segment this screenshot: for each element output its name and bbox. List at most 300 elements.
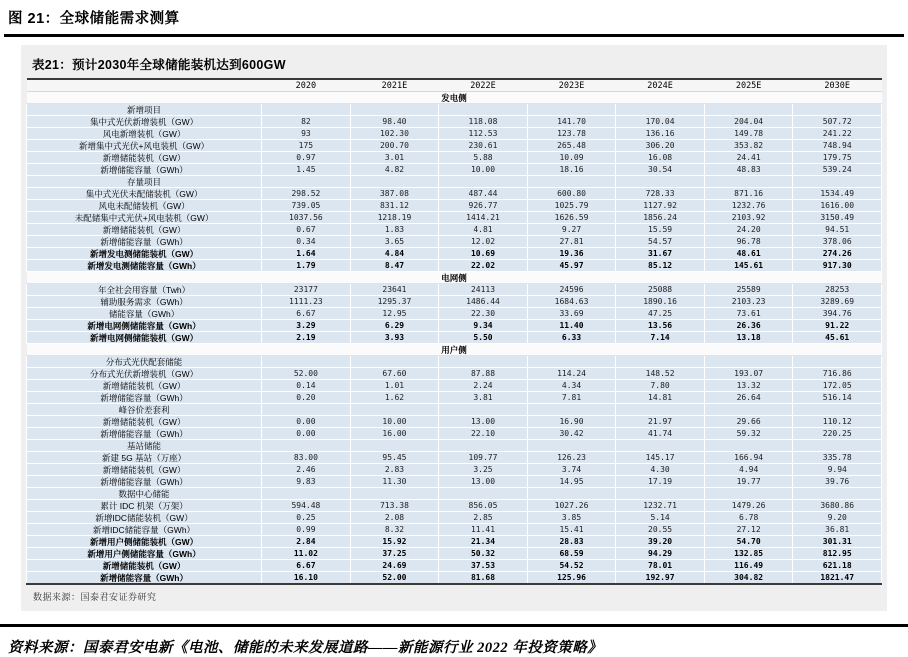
cell-value: 126.23 [527, 452, 616, 464]
cell-value: 926.77 [439, 200, 528, 212]
cell-empty [704, 356, 793, 368]
row-label: 新增发电测储能装机（GW） [27, 248, 262, 260]
cell-value: 1.62 [350, 392, 439, 404]
cell-value: 116.49 [704, 560, 793, 572]
cell-value: 0.14 [262, 380, 351, 392]
cell-value: 2.83 [350, 464, 439, 476]
cell-value: 3.93 [350, 332, 439, 344]
cell-value: 4.94 [704, 464, 793, 476]
cell-value: 54.52 [527, 560, 616, 572]
table-row-subsection [27, 176, 882, 188]
cell-value: 739.05 [262, 200, 351, 212]
cell-value: 110.12 [793, 416, 882, 428]
cell-value: 1486.44 [439, 296, 528, 308]
cell-value: 13.56 [616, 320, 705, 332]
cell-value: 94.51 [793, 224, 882, 236]
cell-value: 11.41 [439, 524, 528, 536]
cell-value: 149.78 [704, 128, 793, 140]
cell-value: 1232.76 [704, 200, 793, 212]
cell-value: 132.85 [704, 548, 793, 560]
cell-value: 15.59 [616, 224, 705, 236]
cell-empty [704, 104, 793, 116]
cell-value: 6.67 [262, 560, 351, 572]
cell-value: 48.61 [704, 248, 793, 260]
cell-value: 306.20 [616, 140, 705, 152]
cell-value: 831.12 [350, 200, 439, 212]
cell-empty [616, 176, 705, 188]
cell-value: 98.40 [350, 116, 439, 128]
cell-value: 93 [262, 128, 351, 140]
header-year: 2023E [527, 79, 616, 92]
cell-value: 539.24 [793, 164, 882, 176]
cell-value: 1.64 [262, 248, 351, 260]
cell-value: 1856.24 [616, 212, 705, 224]
cell-value: 301.31 [793, 536, 882, 548]
cell-value: 1.01 [350, 380, 439, 392]
cell-value: 17.19 [616, 476, 705, 488]
table-row-data [27, 308, 882, 320]
cell-value: 148.52 [616, 368, 705, 380]
row-label: 新建 5G 基站（万座） [27, 452, 262, 464]
row-label: 新增储能容量（GWh） [27, 572, 262, 585]
cell-value: 22.30 [439, 308, 528, 320]
cell-value: 1218.19 [350, 212, 439, 224]
cell-empty [439, 404, 528, 416]
cell-empty [350, 356, 439, 368]
cell-value: 114.24 [527, 368, 616, 380]
cell-value: 15.41 [527, 524, 616, 536]
cell-value: 220.25 [793, 428, 882, 440]
cell-value: 0.34 [262, 236, 351, 248]
cell-value: 265.48 [527, 140, 616, 152]
table-row-data [27, 452, 882, 464]
row-label: 新增储能容量（GWh） [27, 392, 262, 404]
cell-value: 0.00 [262, 428, 351, 440]
cell-value: 353.82 [704, 140, 793, 152]
cell-value: 67.60 [350, 368, 439, 380]
cell-value: 0.00 [262, 416, 351, 428]
cell-value: 166.94 [704, 452, 793, 464]
cell-value: 27.81 [527, 236, 616, 248]
cell-value: 102.30 [350, 128, 439, 140]
cell-value: 78.01 [616, 560, 705, 572]
cell-value: 23641 [350, 284, 439, 296]
cell-value: 109.77 [439, 452, 528, 464]
cell-value: 2.19 [262, 332, 351, 344]
cell-value: 170.04 [616, 116, 705, 128]
cell-value: 85.12 [616, 260, 705, 272]
row-label: 集中式光伏未配储装机（GW） [27, 188, 262, 200]
cell-value: 9.83 [262, 476, 351, 488]
cell-empty [439, 356, 528, 368]
cell-empty [262, 356, 351, 368]
table-row-data [27, 128, 882, 140]
table-row-subsection [27, 488, 882, 500]
cell-value: 621.18 [793, 560, 882, 572]
cell-value: 200.70 [350, 140, 439, 152]
cell-value: 3.74 [527, 464, 616, 476]
cell-value: 274.26 [793, 248, 882, 260]
cell-value: 1414.21 [439, 212, 528, 224]
row-label: 新增储能容量（GWh） [27, 428, 262, 440]
row-label: 累计 IDC 机架（万架） [27, 500, 262, 512]
table-row-data [27, 236, 882, 248]
cell-value: 487.44 [439, 188, 528, 200]
cell-value: 141.70 [527, 116, 616, 128]
cell-empty [793, 104, 882, 116]
cell-value: 1.79 [262, 260, 351, 272]
row-label: 风电未配储装机（GW） [27, 200, 262, 212]
cell-value: 15.92 [350, 536, 439, 548]
cell-value: 1127.92 [616, 200, 705, 212]
row-label: 新增储能装机（GW） [27, 380, 262, 392]
section-label: 用户侧 [27, 344, 882, 356]
row-label: 新增集中式光伏+风电装机（GW） [27, 140, 262, 152]
cell-value: 1295.37 [350, 296, 439, 308]
row-label: 辅助服务需求（GWh） [27, 296, 262, 308]
cell-value: 2.84 [262, 536, 351, 548]
cell-value: 13.00 [439, 416, 528, 428]
table-row-data [27, 512, 882, 524]
table-row-data [27, 368, 882, 380]
table-row-data [27, 476, 882, 488]
row-label: 未配储集中式光伏+风电装机（GW） [27, 212, 262, 224]
cell-value: 516.14 [793, 392, 882, 404]
cell-value: 241.22 [793, 128, 882, 140]
cell-value: 856.05 [439, 500, 528, 512]
cell-value: 54.70 [704, 536, 793, 548]
table-row-data [27, 284, 882, 296]
subsection-label: 新增项目 [27, 104, 262, 116]
row-label: 风电新增装机（GW） [27, 128, 262, 140]
cell-value: 1027.26 [527, 500, 616, 512]
cell-value: 9.34 [439, 320, 528, 332]
cell-value: 748.94 [793, 140, 882, 152]
cell-value: 24.69 [350, 560, 439, 572]
cell-value: 917.30 [793, 260, 882, 272]
subsection-label: 峰谷价差套利 [27, 404, 262, 416]
cell-empty [616, 440, 705, 452]
table-row-data [27, 260, 882, 272]
cell-value: 123.78 [527, 128, 616, 140]
header-year: 2021E [350, 79, 439, 92]
cell-value: 378.06 [793, 236, 882, 248]
table-row-data [27, 320, 882, 332]
cell-value: 25589 [704, 284, 793, 296]
cell-value: 507.72 [793, 116, 882, 128]
cell-empty [262, 440, 351, 452]
table-row-data [27, 164, 882, 176]
cell-value: 14.81 [616, 392, 705, 404]
cell-value: 5.14 [616, 512, 705, 524]
cell-value: 0.99 [262, 524, 351, 536]
cell-empty [350, 488, 439, 500]
cell-value: 3.65 [350, 236, 439, 248]
cell-value: 394.76 [793, 308, 882, 320]
cell-value: 26.36 [704, 320, 793, 332]
table-row-subsection [27, 404, 882, 416]
cell-empty [439, 176, 528, 188]
cell-value: 1821.47 [793, 572, 882, 585]
table-row-section [27, 92, 882, 104]
cell-value: 73.61 [704, 308, 793, 320]
cell-value: 7.80 [616, 380, 705, 392]
cell-value: 1616.00 [793, 200, 882, 212]
cell-empty [527, 176, 616, 188]
cell-value: 11.02 [262, 548, 351, 560]
table-row-subsection [27, 356, 882, 368]
cell-empty [793, 440, 882, 452]
cell-value: 3.81 [439, 392, 528, 404]
cell-empty [616, 104, 705, 116]
cell-value: 3.85 [527, 512, 616, 524]
cell-value: 33.69 [527, 308, 616, 320]
cell-value: 28.83 [527, 536, 616, 548]
cell-value: 1037.56 [262, 212, 351, 224]
cell-value: 48.83 [704, 164, 793, 176]
row-label: 新增储能容量（GWh） [27, 236, 262, 248]
cell-value: 3.29 [262, 320, 351, 332]
cell-value: 0.25 [262, 512, 351, 524]
cell-value: 45.97 [527, 260, 616, 272]
table-row-data [27, 500, 882, 512]
cell-value: 713.38 [350, 500, 439, 512]
header-year: 2020 [262, 79, 351, 92]
cell-value: 39.76 [793, 476, 882, 488]
cell-value: 594.48 [262, 500, 351, 512]
cell-value: 41.74 [616, 428, 705, 440]
cell-empty [262, 176, 351, 188]
cell-empty [527, 104, 616, 116]
table-row-data [27, 392, 882, 404]
cell-value: 9.27 [527, 224, 616, 236]
cell-value: 1479.26 [704, 500, 793, 512]
cell-empty [527, 440, 616, 452]
cell-value: 179.75 [793, 152, 882, 164]
top-divider [4, 34, 904, 37]
cell-value: 37.53 [439, 560, 528, 572]
cell-value: 3289.69 [793, 296, 882, 308]
table-row-data [27, 116, 882, 128]
cell-value: 172.05 [793, 380, 882, 392]
cell-empty [616, 356, 705, 368]
cell-value: 125.96 [527, 572, 616, 585]
table-row-section [27, 272, 882, 284]
cell-value: 192.97 [616, 572, 705, 585]
cell-value: 2.08 [350, 512, 439, 524]
cell-value: 2103.23 [704, 296, 793, 308]
cell-value: 387.08 [350, 188, 439, 200]
cell-value: 37.25 [350, 548, 439, 560]
cell-value: 22.02 [439, 260, 528, 272]
cell-empty [350, 104, 439, 116]
cell-value: 1534.49 [793, 188, 882, 200]
cell-empty [527, 404, 616, 416]
cell-value: 6.29 [350, 320, 439, 332]
table-row-data [27, 548, 882, 560]
cell-value: 23177 [262, 284, 351, 296]
cell-value: 4.82 [350, 164, 439, 176]
cell-value: 1626.59 [527, 212, 616, 224]
cell-value: 30.54 [616, 164, 705, 176]
cell-value: 10.69 [439, 248, 528, 260]
cell-value: 812.95 [793, 548, 882, 560]
cell-value: 4.30 [616, 464, 705, 476]
cell-value: 716.86 [793, 368, 882, 380]
cell-value: 1.45 [262, 164, 351, 176]
table-row-data [27, 332, 882, 344]
cell-value: 19.77 [704, 476, 793, 488]
cell-value: 29.66 [704, 416, 793, 428]
cell-value: 54.57 [616, 236, 705, 248]
cell-empty [704, 488, 793, 500]
cell-value: 7.14 [616, 332, 705, 344]
cell-value: 4.81 [439, 224, 528, 236]
cell-value: 31.67 [616, 248, 705, 260]
cell-empty [262, 488, 351, 500]
cell-value: 45.61 [793, 332, 882, 344]
row-label: 分布式光伏新增装机（GW） [27, 368, 262, 380]
cell-empty [439, 488, 528, 500]
cell-value: 3150.49 [793, 212, 882, 224]
cell-empty [439, 440, 528, 452]
section-label: 电网侧 [27, 272, 882, 284]
table-row-data [27, 152, 882, 164]
cell-value: 4.84 [350, 248, 439, 260]
subsection-label: 存量项目 [27, 176, 262, 188]
table-row-data [27, 524, 882, 536]
cell-value: 12.95 [350, 308, 439, 320]
cell-value: 68.59 [527, 548, 616, 560]
header-year: 2025E [704, 79, 793, 92]
cell-value: 304.82 [704, 572, 793, 585]
table-header-row [27, 79, 882, 92]
cell-value: 12.02 [439, 236, 528, 248]
table-row-subsection [27, 440, 882, 452]
cell-value: 335.78 [793, 452, 882, 464]
table-row-data [27, 224, 882, 236]
cell-value: 95.45 [350, 452, 439, 464]
table-row-data [27, 464, 882, 476]
row-label: 新增储能装机（GW） [27, 416, 262, 428]
cell-value: 24596 [527, 284, 616, 296]
row-label: 新增储能装机（GW） [27, 224, 262, 236]
row-label: 新增电网侧储能装机（GW） [27, 332, 262, 344]
storage-demand-table [26, 78, 882, 585]
cell-value: 52.00 [350, 572, 439, 585]
cell-value: 13.00 [439, 476, 528, 488]
table-title: 表21：预计2030年全球储能装机达到600GW [32, 58, 286, 72]
cell-value: 8.32 [350, 524, 439, 536]
cell-value: 27.12 [704, 524, 793, 536]
cell-empty [704, 404, 793, 416]
cell-value: 5.50 [439, 332, 528, 344]
cell-value: 24.20 [704, 224, 793, 236]
cell-value: 193.07 [704, 368, 793, 380]
table-row-data [27, 140, 882, 152]
cell-empty [704, 440, 793, 452]
cell-value: 13.18 [704, 332, 793, 344]
cell-empty [350, 176, 439, 188]
table-row-section [27, 344, 882, 356]
cell-value: 11.30 [350, 476, 439, 488]
cell-value: 1684.63 [527, 296, 616, 308]
cell-value: 16.08 [616, 152, 705, 164]
cell-value: 175 [262, 140, 351, 152]
table-row-data [27, 560, 882, 572]
cell-value: 1025.79 [527, 200, 616, 212]
cell-value: 1111.23 [262, 296, 351, 308]
cell-value: 3680.86 [793, 500, 882, 512]
cell-value: 21.34 [439, 536, 528, 548]
cell-value: 25088 [616, 284, 705, 296]
cell-value: 298.52 [262, 188, 351, 200]
cell-value: 8.47 [350, 260, 439, 272]
header-year: 2022E [439, 79, 528, 92]
cell-value: 59.32 [704, 428, 793, 440]
cell-value: 47.25 [616, 308, 705, 320]
table-panel [21, 45, 887, 611]
cell-value: 81.68 [439, 572, 528, 585]
figure-title: 图 21：全球储能需求测算 [8, 11, 180, 27]
cell-value: 4.34 [527, 380, 616, 392]
cell-value: 22.10 [439, 428, 528, 440]
cell-value: 0.67 [262, 224, 351, 236]
table-row-data [27, 248, 882, 260]
cell-value: 16.10 [262, 572, 351, 585]
cell-value: 145.17 [616, 452, 705, 464]
table-row-data [27, 200, 882, 212]
cell-value: 1232.71 [616, 500, 705, 512]
cell-empty [793, 356, 882, 368]
cell-value: 204.04 [704, 116, 793, 128]
table-row-data [27, 416, 882, 428]
row-label: 新增储能装机（GW） [27, 560, 262, 572]
cell-value: 16.90 [527, 416, 616, 428]
row-label: 储能容量（GWh） [27, 308, 262, 320]
cell-value: 14.95 [527, 476, 616, 488]
row-label: 新增发电测储能容量（GWh） [27, 260, 262, 272]
cell-value: 30.42 [527, 428, 616, 440]
row-label: 集中式光伏新增装机（GW） [27, 116, 262, 128]
table-row-data [27, 296, 882, 308]
cell-value: 10.00 [350, 416, 439, 428]
section-label: 发电侧 [27, 92, 882, 104]
cell-value: 11.40 [527, 320, 616, 332]
row-label: 新增用户侧储能容量（GWh） [27, 548, 262, 560]
cell-empty [616, 404, 705, 416]
cell-empty [527, 356, 616, 368]
cell-value: 13.32 [704, 380, 793, 392]
cell-value: 0.97 [262, 152, 351, 164]
cell-value: 600.80 [527, 188, 616, 200]
cell-value: 1890.16 [616, 296, 705, 308]
cell-value: 2.46 [262, 464, 351, 476]
table-row-data [27, 188, 882, 200]
cell-value: 871.16 [704, 188, 793, 200]
header-empty-cell [27, 79, 262, 92]
cell-empty [350, 404, 439, 416]
cell-empty [704, 176, 793, 188]
table-row-data [27, 212, 882, 224]
table-row-data [27, 536, 882, 548]
cell-value: 6.67 [262, 308, 351, 320]
cell-value: 20.55 [616, 524, 705, 536]
cell-value: 91.22 [793, 320, 882, 332]
subsection-label: 基站储能 [27, 440, 262, 452]
cell-empty [793, 176, 882, 188]
cell-value: 18.16 [527, 164, 616, 176]
